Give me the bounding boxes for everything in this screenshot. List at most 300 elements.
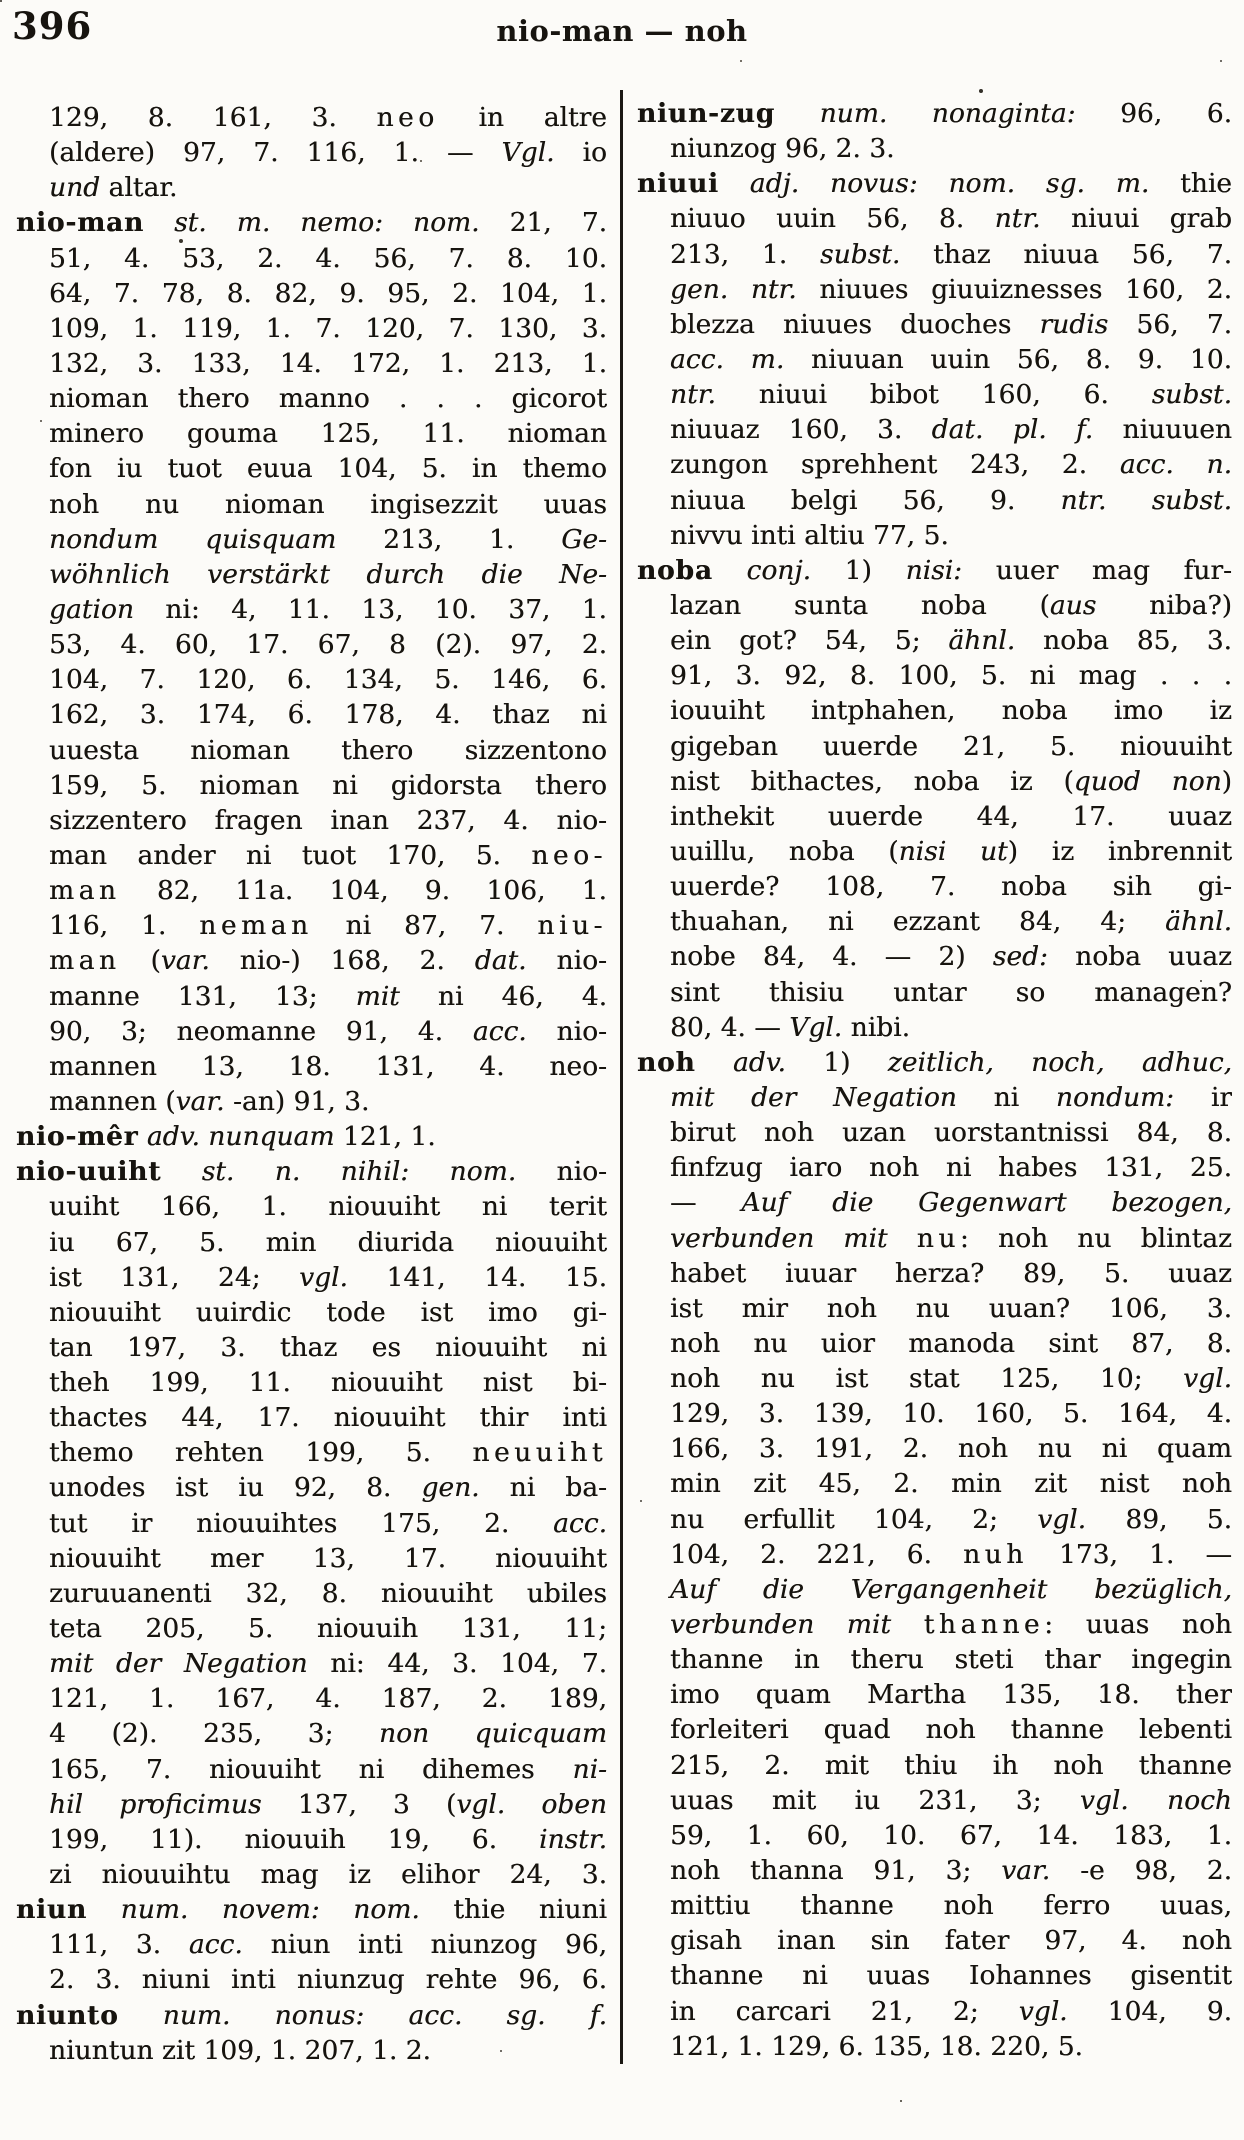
text-segment: nisi ut: [898, 835, 1008, 867]
text-line: [637, 1923, 1232, 1958]
entry-first-line: [16, 1119, 607, 1154]
text-line: [16, 943, 607, 978]
text-line: [16, 1014, 607, 1049]
text-segment: nio-: [526, 1015, 607, 1047]
text-line: [16, 838, 607, 873]
text-segment: rudis: [1039, 308, 1109, 340]
text-segment: nist bithactes, noba iz (: [670, 765, 1074, 797]
text-line: [16, 1400, 607, 1435]
text-segment: ni: 4, 11. 13, 10. 37, 1.: [133, 593, 607, 625]
text-segment: zi niouuihtu mag iz elihor 24, 3.: [49, 1859, 607, 1891]
text-segment: noh nu uior manoda sint 87, 8.: [670, 1327, 1232, 1359]
text-line: [16, 1330, 607, 1365]
text-segment: ähnl.: [948, 625, 1016, 657]
text-segment: 1): [785, 1046, 888, 1078]
text-segment: birut noh uzan uorstantnissi 84, 8.: [670, 1117, 1232, 1149]
text-line: [637, 904, 1232, 939]
text-segment: nobe 84, 4. — 2): [670, 941, 993, 973]
text-line: [16, 908, 607, 943]
left-column: [16, 100, 607, 2068]
text-segment: 213, 1.: [336, 523, 562, 555]
text-line: [16, 1541, 607, 1576]
text-segment: ist mir noh nu uuan? 106, 3.: [670, 1292, 1232, 1324]
text-segment: nu erfullit 104, 2;: [670, 1503, 1038, 1535]
text-segment: ir: [1174, 1081, 1232, 1113]
text-segment: man: [49, 875, 121, 907]
text-segment: adj. novus: nom. sg. m.: [749, 168, 1150, 200]
text-segment: 91, 3. 92, 8. 100, 5. ni mag . . .: [670, 660, 1232, 692]
text-segment: neman: [199, 910, 313, 942]
text-line: [16, 1927, 607, 1962]
text-line: [637, 1361, 1232, 1396]
text-line: [637, 729, 1232, 764]
text-segment: ähnl.: [1165, 906, 1232, 938]
text-line: [16, 170, 607, 205]
text-segment: niuuaz 160, 3.: [670, 414, 932, 446]
text-segment: neo: [376, 102, 439, 133]
text-segment: ): [1221, 765, 1232, 797]
text-segment: niuntun zit 109, 1. 207, 1. 2.: [49, 2034, 431, 2066]
text-segment: nisi:: [905, 554, 963, 586]
text-segment: acc. n.: [1119, 449, 1232, 481]
text-segment: nuh: [963, 1538, 1028, 1570]
text-segment: dat. pl. f.: [931, 414, 1094, 446]
text-segment: 121, 1. 129, 6. 135, 18. 220, 5.: [670, 2030, 1083, 2062]
text-segment: sint thisiu untar so managen?: [670, 976, 1232, 1008]
text-segment: 166, 3. 191, 2. noh nu ni quam: [670, 1433, 1232, 1465]
text-segment: mit der Negation: [670, 1081, 957, 1113]
text-segment: 111, 3.: [49, 1929, 189, 1961]
text-line: [16, 1962, 607, 1997]
text-segment: iu 67, 5. min diurida niouuiht: [49, 1226, 607, 1258]
text-segment: ni 87, 7.: [312, 910, 538, 942]
text-line: [16, 1681, 607, 1716]
text-line: [16, 2033, 607, 2068]
text-line: [637, 658, 1232, 693]
text-segment: niuuuen: [1093, 414, 1232, 446]
text-line: [637, 2029, 1232, 2064]
text-segment: 121, 1. 167, 4. 187, 2. 189,: [49, 1683, 607, 1715]
text-segment: 1): [811, 554, 906, 586]
text-line: [637, 1502, 1232, 1537]
text-line: [637, 1326, 1232, 1361]
text-segment: quod non: [1073, 765, 1222, 797]
text-segment: 165, 7. niouuiht ni dihemes: [49, 1753, 573, 1785]
text-segment: non quicquam: [379, 1718, 607, 1750]
text-segment: subst.: [1151, 379, 1232, 411]
text-line: [16, 1189, 607, 1224]
text-line: [16, 276, 607, 311]
text-segment: 21, 7.: [479, 207, 607, 239]
text-segment: vgl.: [299, 1261, 348, 1293]
text-line: [16, 1260, 607, 1295]
text-segment: 2. 3. niuni inti niunzug rehte 96, 6.: [49, 1964, 607, 1996]
text-segment: : uuas noh: [1044, 1609, 1232, 1641]
text-segment: var.: [1001, 1855, 1051, 1887]
text-segment: vgl.: [1037, 1503, 1087, 1535]
text-segment: acc. m.: [670, 343, 785, 375]
text-segment: [119, 2000, 163, 2031]
text-segment: num. nonaginta:: [819, 98, 1076, 129]
text-line: [16, 522, 607, 557]
text-segment: niba?): [1096, 589, 1232, 621]
text-segment: verbunden mit: [670, 1222, 888, 1254]
text-segment: 82, 11a. 104, 9. 106, 1.: [120, 875, 607, 907]
text-segment: num. nonus: acc. sg. f.: [162, 1999, 607, 2031]
text-segment: thuahan, ni ezzant 84, 4;: [670, 906, 1166, 938]
text-segment: neuuiht: [472, 1437, 607, 1469]
text-segment: [891, 1609, 924, 1640]
text-segment: man ander ni tuot 170, 5.: [49, 839, 532, 871]
text-segment: [696, 1047, 733, 1078]
headword: niunto: [16, 1999, 119, 2031]
text-line: [16, 1470, 607, 1505]
text-segment: thie niuni: [419, 1894, 607, 1926]
text-segment: ntr. subst.: [1060, 484, 1232, 516]
text-segment: thanne ni uuas Iohannes gisentit: [670, 1960, 1232, 1992]
entry-first-line: [637, 553, 1232, 588]
text-segment: 137, 3 (: [261, 1788, 457, 1820]
text-segment: st. n. nihil: nom.: [201, 1156, 517, 1188]
headword: niun-zug: [637, 98, 776, 129]
text-segment: [161, 1156, 201, 1187]
text-line: [637, 869, 1232, 904]
text-segment: uuiht 166, 1. niouuiht ni terit: [49, 1191, 607, 1223]
text-segment: sizzentero fragen inan 237, 4. nio-: [49, 804, 607, 836]
text-line: [637, 1677, 1232, 1712]
text-segment: 121, 1.: [334, 1121, 436, 1153]
text-segment: [713, 555, 747, 586]
text-line: [16, 979, 607, 1014]
text-segment: adv. nunquam: [146, 1121, 335, 1153]
text-segment: verbunden mit: [670, 1609, 892, 1641]
text-segment: 96, 6.: [1075, 98, 1232, 129]
text-line: [16, 1225, 607, 1260]
text-line: [16, 1822, 607, 1857]
text-segment: niouuiht mer 13, 17. niouuiht: [49, 1542, 607, 1574]
text-segment: niuui bibot 160, 6.: [715, 379, 1152, 411]
text-segment: var.: [160, 945, 210, 977]
text-segment: : noh nu blintaz: [959, 1222, 1232, 1254]
text-segment: [775, 98, 820, 129]
text-segment: niu-: [537, 910, 607, 942]
text-segment: ni: [956, 1081, 1056, 1113]
text-segment: 173, 1. —: [1027, 1538, 1232, 1570]
text-segment: 159, 5. nioman ni gidorsta thero: [49, 769, 607, 801]
text-segment: ni-: [572, 1753, 607, 1785]
text-segment: lazan sunta noba (: [670, 589, 1050, 621]
text-line: [16, 627, 607, 662]
text-line: [637, 693, 1232, 728]
entry-first-line: [16, 1154, 607, 1189]
text-line: [637, 1888, 1232, 1923]
text-segment: mannen (: [49, 1085, 176, 1117]
text-line: [637, 1396, 1232, 1431]
text-segment: nondum:: [1055, 1081, 1175, 1113]
text-line: [637, 272, 1232, 307]
text-segment: man: [49, 945, 121, 977]
text-line: [16, 1611, 607, 1646]
text-line: [637, 307, 1232, 342]
entry-first-line: [637, 96, 1232, 131]
text-segment: ni: 44, 3. 104, 7.: [307, 1648, 607, 1680]
text-line: [16, 733, 607, 768]
text-segment: mittiu thanne noh ferro uuas,: [670, 1890, 1232, 1922]
text-segment: manne 131, 13;: [49, 980, 356, 1012]
text-line: [16, 1506, 607, 1541]
text-segment: 215, 2. mit thiu ih noh thanne: [670, 1749, 1232, 1781]
text-segment: io: [554, 137, 607, 169]
text-segment: ntr.: [994, 203, 1041, 235]
text-segment: iouuiht intphahen, noba imo iz: [670, 695, 1232, 727]
text-line: [16, 1049, 607, 1084]
text-segment: 116, 1.: [49, 910, 200, 942]
headword: noh: [637, 1046, 696, 1078]
text-line: [637, 412, 1232, 447]
text-line: [637, 764, 1232, 799]
headword: nio-man: [16, 207, 145, 239]
text-line: [16, 241, 607, 276]
text-segment: inthekit uuerde 44, 17. uuaz: [670, 800, 1232, 832]
text-segment: themo rehten 199, 5.: [49, 1437, 473, 1469]
text-segment: [144, 207, 174, 238]
text-line: [637, 483, 1232, 518]
text-segment: niuuo uuin 56, 8.: [670, 203, 995, 235]
text-segment: vgl. noch: [1079, 1784, 1232, 1816]
text-line: [16, 311, 607, 346]
text-line: [16, 557, 607, 592]
text-line: [637, 1080, 1232, 1115]
text-segment: vgl.: [1018, 1995, 1068, 2027]
text-line: [637, 1256, 1232, 1291]
text-segment: blezza niuues duoches: [670, 308, 1040, 340]
text-segment: ) iz inbrennit: [1007, 835, 1232, 867]
text-line: [16, 487, 607, 522]
text-line: [637, 1853, 1232, 1888]
text-segment: unodes ist iu 92, 8.: [49, 1472, 422, 1504]
text-segment: hil proficimus: [49, 1788, 262, 1820]
text-line: [16, 1365, 607, 1400]
text-line: [637, 1466, 1232, 1501]
text-segment: tan 197, 3. thaz es niouuiht ni: [49, 1331, 607, 1363]
text-segment: 162, 3. 174, 6. 178, 4. thaz ni: [49, 699, 607, 731]
text-line: [637, 1958, 1232, 1993]
text-segment: thanne: [923, 1609, 1045, 1641]
text-line: [637, 447, 1232, 482]
text-segment: sed:: [992, 941, 1048, 973]
text-segment: (aldere) 97, 7. 116, 1. —: [49, 137, 502, 169]
text-segment: Ge-: [561, 523, 607, 555]
text-segment: gation: [49, 593, 134, 625]
text-segment: forleiteri quad noh thanne lebenti: [670, 1714, 1232, 1746]
text-segment: uuesta nioman thero sizzentono: [49, 734, 607, 766]
column-divider-rule: [620, 90, 623, 2064]
text-line: [637, 1115, 1232, 1150]
text-line: [16, 346, 607, 381]
text-segment: mit: [355, 980, 400, 1012]
text-segment: instr.: [539, 1823, 607, 1855]
text-line: [637, 975, 1232, 1010]
text-segment: acc.: [188, 1929, 243, 1961]
text-line: [637, 201, 1232, 236]
text-segment: acc.: [553, 1507, 607, 1539]
text-segment: niunzog 96, 2. 3.: [670, 133, 895, 165]
text-line: [637, 1712, 1232, 1747]
text-segment: altar.: [100, 172, 178, 204]
text-segment: in carcari 21, 2;: [670, 1995, 1019, 2027]
text-segment: gen.: [421, 1472, 480, 1504]
text-line: [637, 1291, 1232, 1326]
text-segment: ist 131, 24;: [49, 1261, 300, 1293]
text-segment: niuua belgi 56, 9.: [670, 484, 1061, 516]
text-segment: aus: [1049, 589, 1097, 621]
headword: nio-uuiht: [16, 1156, 162, 1188]
text-segment: thanne in theru steti thar ingegin: [670, 1644, 1232, 1676]
text-line: [637, 1642, 1232, 1677]
text-line: [637, 237, 1232, 272]
text-line: [637, 1010, 1232, 1045]
text-segment: 56, 7.: [1108, 308, 1232, 340]
page-number: 396: [12, 4, 93, 48]
text-segment: [719, 168, 750, 199]
text-line: [16, 1084, 607, 1119]
text-segment: gen. ntr.: [670, 273, 797, 305]
text-line: [637, 131, 1232, 166]
text-segment: nu: [916, 1222, 960, 1254]
text-segment: mannen 13, 18. 131, 4. neo-: [49, 1050, 607, 1082]
text-line: [637, 377, 1232, 412]
text-segment: -e 98, 2.: [1050, 1855, 1232, 1887]
text-line: [637, 1818, 1232, 1853]
text-line: [16, 592, 607, 627]
text-segment: (: [120, 945, 161, 977]
text-segment: 213, 1.: [670, 238, 820, 270]
text-segment: ein got? 54, 5;: [670, 625, 949, 657]
text-segment: noh nu nioman ingisezzit uuas: [49, 488, 607, 520]
text-line: [16, 803, 607, 838]
text-segment: theh 199, 11. niouuiht nist bi-: [49, 1367, 607, 1399]
text-segment: nio-: [516, 1156, 607, 1188]
text-segment: noh thanna 91, 3;: [670, 1855, 1002, 1887]
text-line: [637, 834, 1232, 869]
text-line: [637, 1607, 1232, 1642]
text-segment: var.: [175, 1085, 225, 1117]
text-segment: 109, 1. 119, 1. 7. 120, 7. 130, 3.: [49, 312, 607, 344]
headword: nio-mêr: [16, 1121, 139, 1153]
text-line: [16, 381, 607, 416]
text-line: [16, 697, 607, 732]
text-segment: mit der Negation: [49, 1648, 308, 1680]
text-segment: nio-) 168, 2.: [209, 945, 475, 977]
text-line: [16, 873, 607, 908]
text-segment: 89, 5.: [1086, 1503, 1232, 1535]
entry-first-line: [637, 166, 1232, 201]
text-line: [16, 451, 607, 486]
text-segment: 51, 4. 53, 2. 4. 56, 7. 8. 10.: [49, 242, 607, 274]
text-line: [637, 1431, 1232, 1466]
text-line: [16, 135, 607, 170]
text-line: [637, 939, 1232, 974]
text-segment: dat.: [474, 945, 527, 977]
text-segment: thie: [1149, 168, 1232, 200]
text-segment: adv.: [732, 1046, 786, 1078]
text-segment: noba 85, 3.: [1015, 625, 1232, 657]
headword: noba: [637, 554, 713, 586]
text-line: [637, 342, 1232, 377]
text-line: [637, 1748, 1232, 1783]
text-segment: nioman thero manno . . . gicorot: [49, 383, 607, 415]
text-segment: tut ir niouuihtes 175, 2.: [49, 1507, 554, 1539]
text-segment: minero gouma 125, 11. nioman: [49, 418, 607, 450]
text-line: [16, 1752, 607, 1787]
text-segment: niuui grab: [1040, 203, 1232, 235]
text-line: [637, 518, 1232, 553]
text-segment: 64, 7. 78, 8. 82, 9. 95, 2. 104, 1.: [49, 277, 607, 309]
text-segment: —: [670, 1187, 742, 1219]
text-segment: min zit 45, 2. min zit nist noh: [670, 1468, 1232, 1500]
entry-first-line: [637, 1045, 1232, 1080]
text-line: [16, 662, 607, 697]
text-segment: und: [49, 172, 101, 204]
text-segment: neo-: [531, 839, 607, 871]
entry-first-line: [16, 1998, 607, 2033]
text-segment: Vgl.: [501, 137, 555, 169]
text-line: [16, 100, 607, 135]
text-segment: 104, 9.: [1067, 1995, 1232, 2027]
text-segment: teta 205, 5. niouuih 131, 11;: [49, 1613, 607, 1645]
text-segment: conj.: [746, 554, 812, 586]
text-segment: noba uuaz: [1047, 941, 1232, 973]
text-segment: zeitlich, noch, adhuc,: [887, 1046, 1232, 1078]
text-line: [16, 1295, 607, 1330]
text-segment: 53, 4. 60, 17. 67, 8 (2). 97, 2.: [49, 629, 607, 661]
text-segment: niouuiht uuirdic tode ist imo gi-: [49, 1296, 607, 1328]
text-segment: [87, 1894, 121, 1925]
text-line: [16, 768, 607, 803]
headword: niuui: [637, 168, 719, 200]
text-segment: ni 46, 4.: [399, 980, 607, 1012]
text-segment: nondum quisquam: [49, 523, 337, 555]
text-segment: noh nu ist stat 125, 10;: [670, 1363, 1184, 1395]
text-segment: vgl.: [1183, 1363, 1232, 1395]
text-segment: 80, 4. —: [670, 1011, 790, 1043]
text-segment: gisah inan sin fater 97, 4. noh: [670, 1925, 1232, 1957]
text-line: [637, 1221, 1232, 1256]
text-line: [16, 1576, 607, 1611]
text-segment: nivvu inti altiu 77, 5.: [670, 519, 949, 551]
text-segment: zuruuanenti 32, 8. niouuiht ubiles: [49, 1577, 607, 1609]
text-segment: niuuan uuin 56, 8. 9. 10.: [784, 343, 1232, 375]
text-segment: 4 (2). 235, 3;: [49, 1718, 379, 1750]
text-line: [637, 588, 1232, 623]
right-column: [637, 96, 1232, 2064]
text-line: [637, 1994, 1232, 2029]
text-segment: thactes 44, 17. niouuiht thir inti: [49, 1402, 607, 1434]
entry-first-line: [16, 1892, 607, 1927]
text-segment: nibi.: [842, 1011, 911, 1043]
text-segment: nio-: [526, 945, 607, 977]
text-segment: 129, 8. 161, 3.: [49, 102, 377, 133]
text-segment: fon iu tuot euua 104, 5. in themo: [49, 453, 607, 485]
text-line: [16, 1787, 607, 1822]
text-segment: ntr.: [670, 379, 716, 411]
text-segment: uuerde? 108, 7. noba sih gi-: [670, 871, 1232, 903]
text-line: [637, 1150, 1232, 1185]
text-segment: thaz niuua 56, 7.: [900, 238, 1232, 270]
text-segment: 199, 11). niouuih 19, 6.: [49, 1823, 540, 1855]
text-segment: 141, 14. 15.: [347, 1261, 607, 1293]
text-segment: vgl. oben: [456, 1788, 607, 1820]
